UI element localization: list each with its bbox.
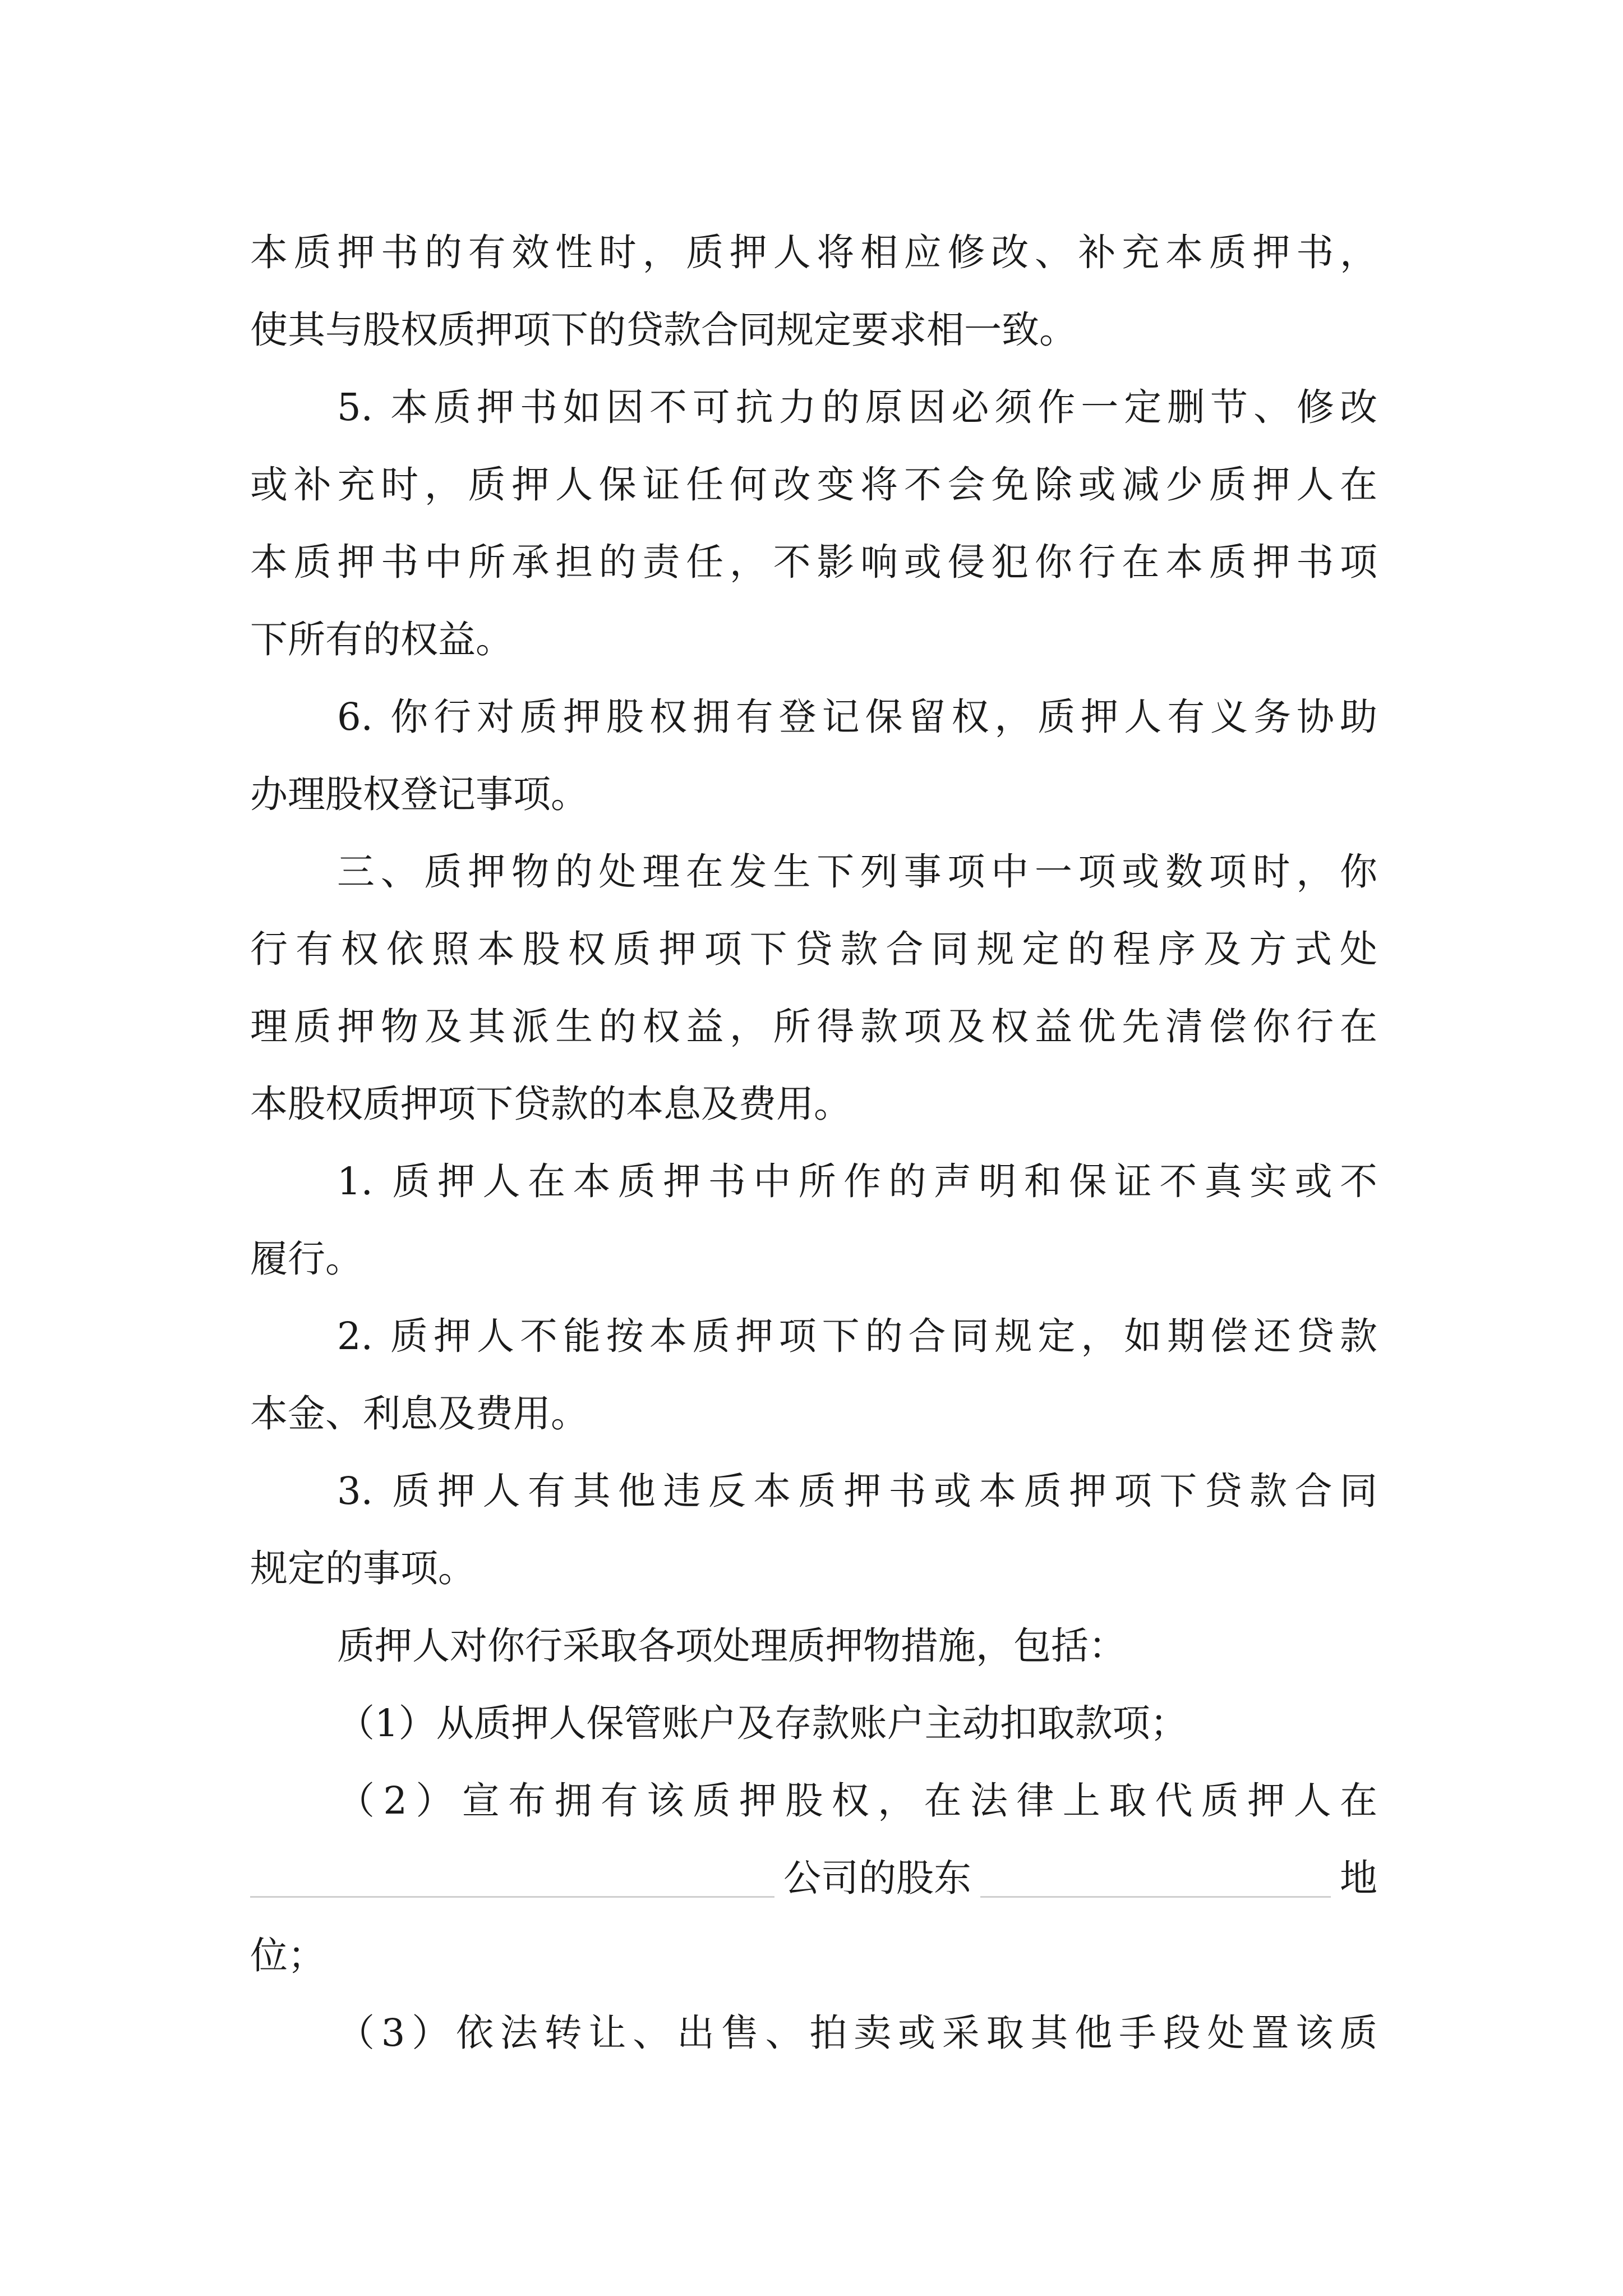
text-line: 理质押物及其派生的权益，所得款项及权益优先清偿你行在	[250, 1005, 1377, 1048]
text-line: 下所有的权益。	[250, 618, 513, 661]
company-name-blank[interactable]	[250, 1896, 774, 1898]
text-line: （2）宣布拥有该质押股权，在法律上取代质押人在	[337, 1779, 1377, 1823]
text-line: 履行。	[250, 1237, 363, 1281]
text-line: 位；	[250, 1934, 325, 1977]
text-segment: 公司的股东	[783, 1856, 971, 1900]
text-line: 三、质押物的处理在发生下列事项中一项或数项时，你	[337, 850, 1377, 894]
text-line: （1）从质押人保管账户及存款账户主动扣取款项；	[337, 1701, 1188, 1745]
text-line: 本股权质押项下贷款的本息及费用。	[250, 1082, 851, 1126]
text-line: 行有权依照本股权质押项下贷款合同规定的程序及方式处	[250, 927, 1377, 971]
text-line: 或补充时，质押人保证任何改变将不会免除或减少质押人在	[250, 463, 1377, 507]
text-line: 使其与股权质押项下的贷款合同规定要求相一致。	[250, 308, 1077, 352]
text-line: 2. 质押人不能按本质押项下的合同规定，如期偿还贷款	[337, 1314, 1377, 1358]
text-line: 1. 质押人在本质押书中所作的声明和保证不真实或不	[337, 1159, 1377, 1203]
shareholder-blank[interactable]	[980, 1896, 1331, 1898]
text-line: 6. 你行对质押股权拥有登记保留权，质押人有义务协助	[337, 695, 1377, 739]
text-line: 规定的事项。	[250, 1547, 476, 1590]
text-line: 质押人对你行采取各项处理质押物措施，包括：	[337, 1624, 1126, 1668]
text-line: 办理股权登记事项。	[250, 772, 588, 816]
text-line: 本质押书的有效性时，质押人将相应修改、补充本质押书，	[250, 231, 1377, 274]
text-line: 3. 质押人有其他违反本质押书或本质押项下贷款合同	[337, 1469, 1377, 1513]
fill-in-line	[250, 1836, 1377, 1920]
text-line: 5. 本质押书如因不可抗力的原因必须作一定删节、修改	[337, 385, 1377, 429]
text-line: 本质押书中所承担的责任，不影响或侵犯你行在本质押书项	[250, 540, 1377, 584]
text-line: 本金、利息及费用。	[250, 1392, 588, 1435]
text-segment: 地	[1340, 1856, 1377, 1900]
text-line: （3）依法转让、出售、拍卖或采取其他手段处置该质	[337, 2011, 1377, 2055]
